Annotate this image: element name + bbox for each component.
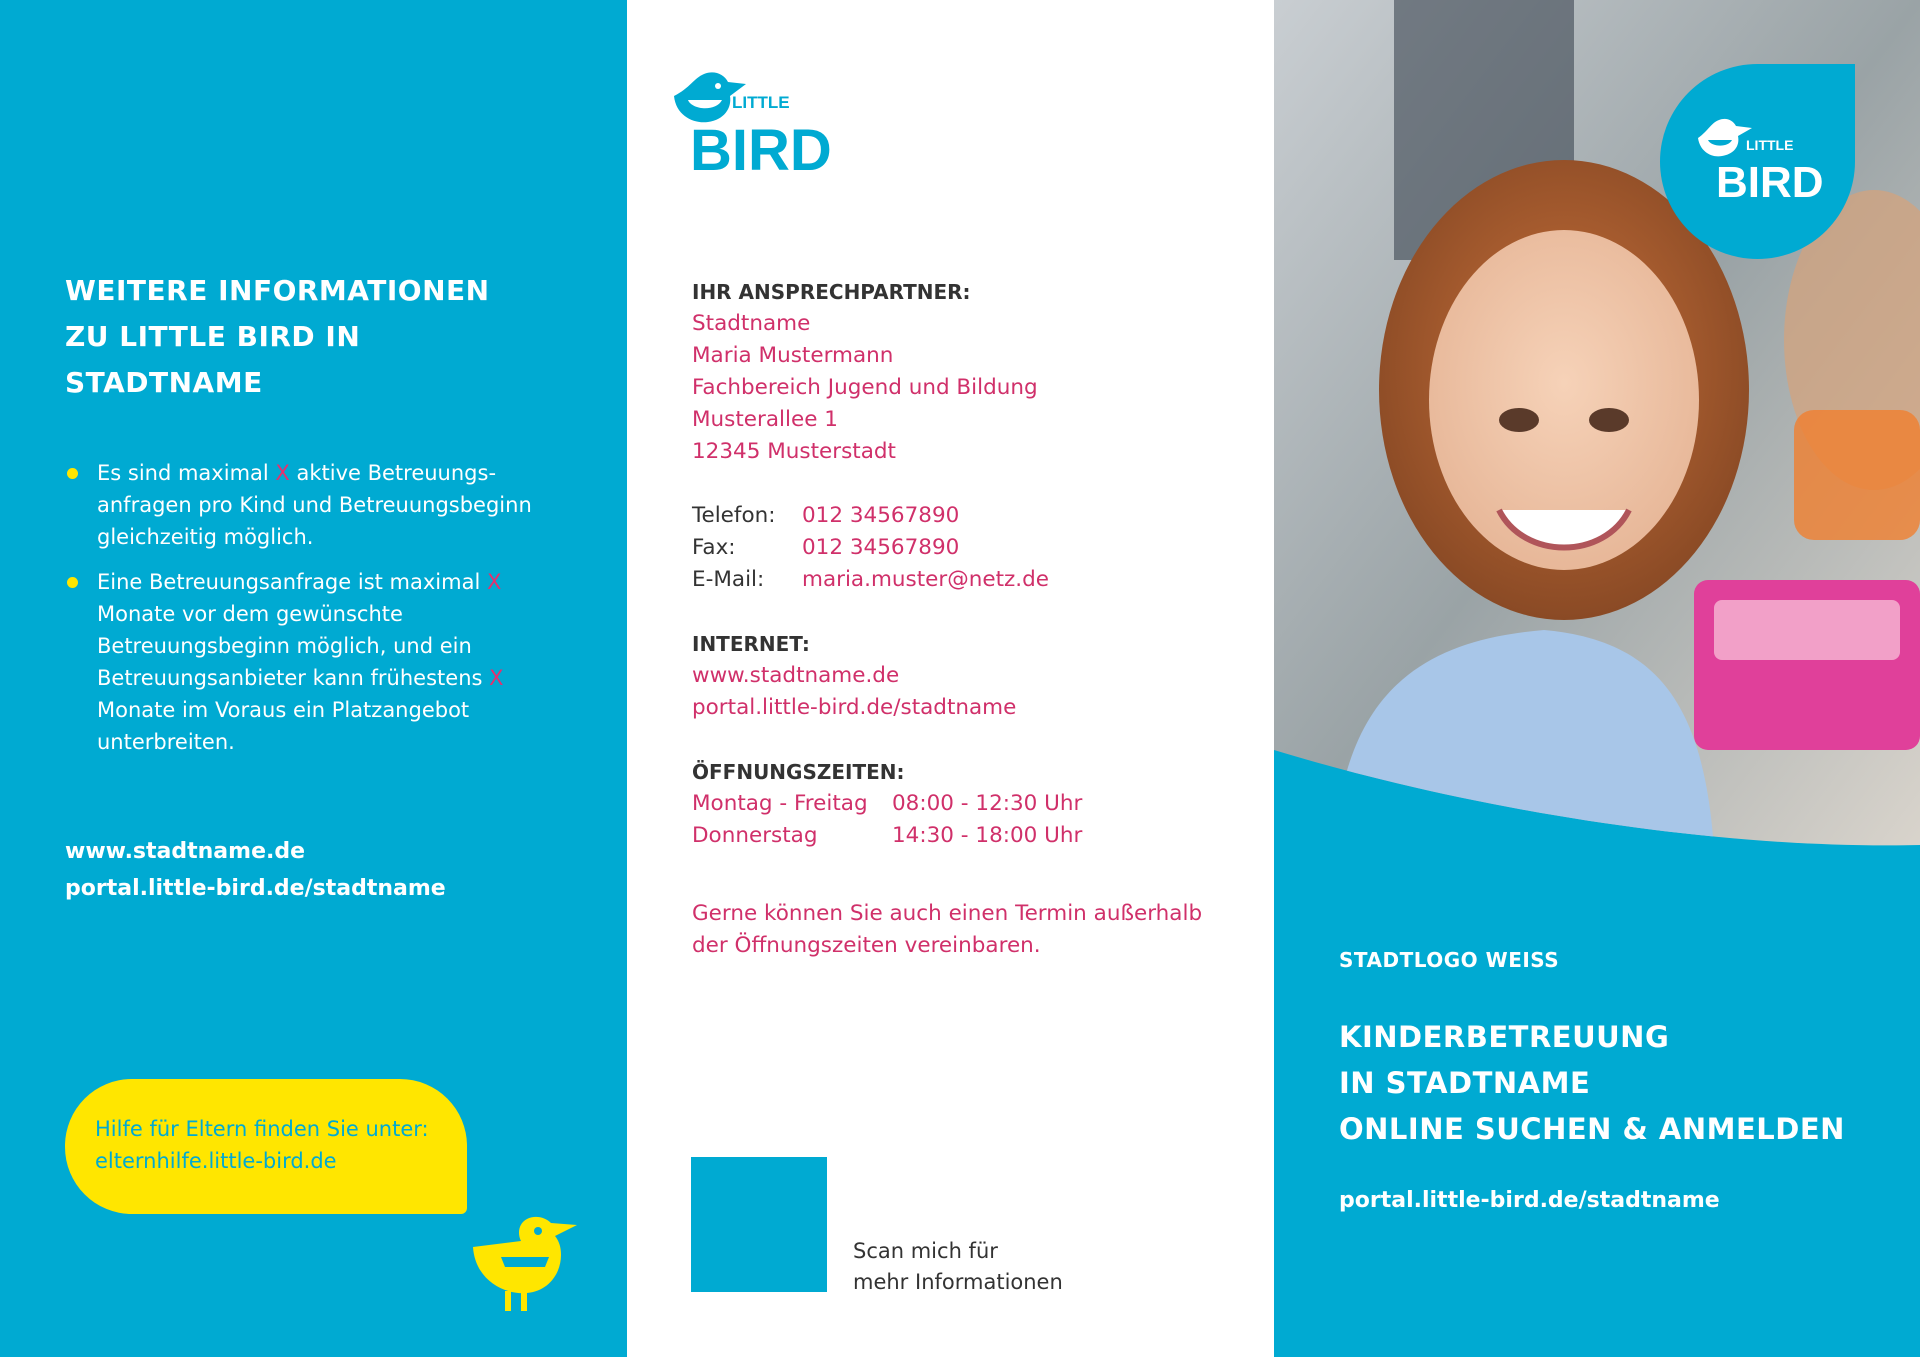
info-heading: WEITERE INFORMATIONEN ZU LITTLE BIRD IN STADTNAME [65,274,490,399]
portal-link[interactable]: portal.little-bird.de/stadtname [1339,1188,1720,1213]
portal-link[interactable]: portal.little-bird.de/stadtname [692,695,1017,720]
email-row: E-Mail: maria.muster@netz.de [692,564,1252,596]
svg-text:BIRD: BIRD [690,118,832,180]
svg-text:LITTLE: LITTLE [1746,137,1794,153]
little-bird-logo [1660,64,1855,259]
little-bird-logo [668,60,848,180]
svg-text:BIRD: BIRD [1716,158,1824,207]
bullet-item-timing: Eine Betreuungsanfrage ist maximal X Monate vor dem gewünschte Betreuungsbeginn möglich, und ein Betreuungsanbieter kann frühestens X Monate im Voraus ein Platzangebot unterbreiten. [65,566,565,758]
phone-value[interactable]: 012 34567890 [802,503,960,528]
svg-text:LITTLE: LITTLE [732,93,790,112]
contact-label: IHR ANSPRECHPARTNER: [692,280,971,304]
placeholder-x: X [486,570,502,594]
help-bubble [65,1079,467,1214]
website-link[interactable]: www.stadtname.de [65,839,306,864]
fax-row: Fax: 012 34567890 [692,532,1252,564]
address-line: Musterallee 1 [692,407,838,432]
bird-icon [465,1207,585,1317]
info-bullets [65,457,565,771]
placeholder-x: X [489,666,504,690]
website-link[interactable]: www.stadtname.de [692,663,900,688]
right-panel [1274,0,1920,1357]
qr-code-placeholder[interactable] [691,1157,827,1292]
internet-label: INTERNET: [692,632,810,656]
appointment-note: der Öffnungszeiten vereinbaren. [692,933,1041,958]
appointment-note: Gerne können Sie auch einen Termin außerhalb [692,901,1203,926]
address-line: 12345 Musterstadt [692,439,896,464]
scan-caption: Scan mich für mehr Informationen [853,1239,1063,1294]
contact-block [692,276,1252,962]
bullet-dot [67,577,78,588]
phone-row: Telefon: 012 34567890 [692,500,1252,532]
address-line: Fachbereich Jugend und Bildung [692,375,1038,400]
portal-link[interactable]: portal.little-bird.de/stadtname [65,876,446,901]
cover-heading: KINDERBETREUUNG IN STADTNAME ONLINE SUCHEN & ANMELDEN [1339,1020,1845,1146]
email-link[interactable]: maria.muster@netz.de [802,567,1049,592]
placeholder-x: X [275,461,290,485]
hours-row: Montag - Freitag 08:00 - 12:30 Uhr [692,791,1083,816]
bullet-item-max-requests: Es sind maximal X aktive Betreuungs-anfragen pro Kind und Betreuungsbeginn gleichzeitig möglich. [65,457,565,553]
address-line: Maria Mustermann [692,343,894,368]
hours-row: Donnerstag 14:30 - 18:00 Uhr [692,823,1083,848]
help-text: Hilfe für Eltern finden Sie unter: [95,1117,429,1141]
city-logo-placeholder: STADTLOGO WEISS [1339,948,1560,972]
hours-label: ÖFFNUNGSZEITEN: [692,760,905,784]
middle-panel [627,0,1274,1357]
address-line: Stadtname [692,311,811,336]
bullet-dot [67,468,78,479]
left-panel [0,0,627,1357]
left-links [65,833,446,907]
logo-badge [1660,64,1855,259]
fax-value: 012 34567890 [802,535,960,560]
help-link[interactable]: elternhilfe.little-bird.de [95,1149,337,1173]
